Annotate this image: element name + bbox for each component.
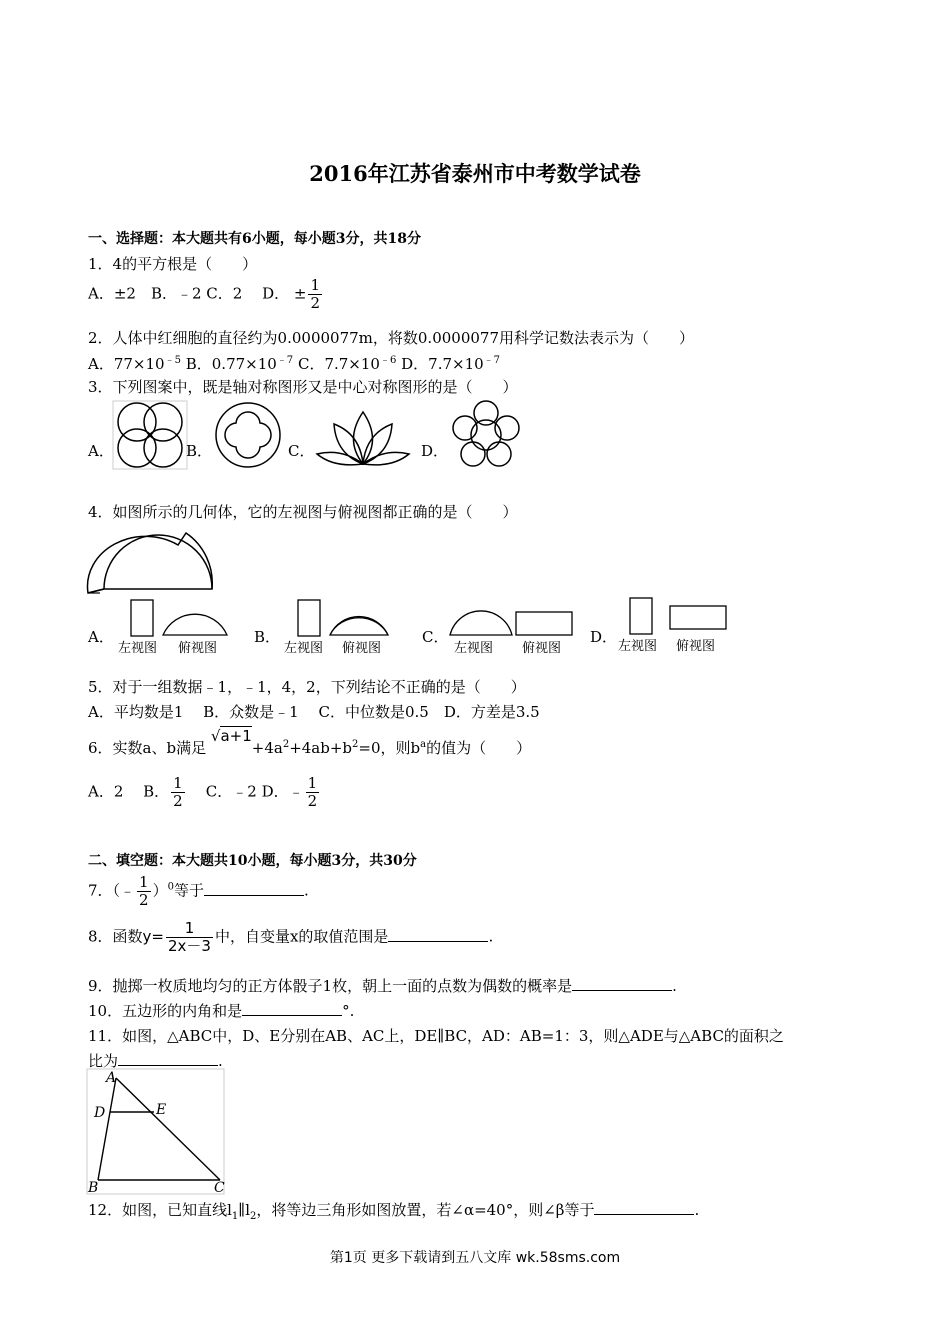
fraction-denominator: 2x－3 bbox=[168, 937, 211, 955]
q4-c-top-view-label: 俯视图 bbox=[522, 641, 562, 656]
q6-stem-a: +4a bbox=[251, 739, 283, 757]
q10-answer-blank[interactable] bbox=[242, 1001, 342, 1016]
question-11-line1: 11．如图，△ABC中，D、E分别在AB、AC上，DE∥BC，AD：AB=1：3，则△ADE与△ABC的面积之 bbox=[88, 1027, 784, 1045]
fraction-numerator: 1 bbox=[310, 276, 321, 294]
q8-pre: 8．函数 bbox=[88, 927, 143, 946]
q3-label-d: D． bbox=[421, 442, 449, 460]
q6-stem-c: =0，则b bbox=[358, 739, 421, 757]
question-3-stem: 3．下列图案中，既是轴对称图形又是中心对称图形的是（ ） bbox=[88, 378, 518, 396]
q3-label-a: A． bbox=[88, 442, 114, 460]
option-c-exponent: ﹣6 bbox=[379, 355, 397, 366]
q7-end: . bbox=[304, 881, 309, 900]
q12-end: . bbox=[694, 1201, 700, 1219]
q3-figure-b-circle-with-quatrefoil bbox=[210, 400, 286, 470]
q3-figure-c-lotus bbox=[314, 408, 412, 470]
fraction-numerator: 1 bbox=[173, 774, 183, 792]
question-1-options bbox=[88, 277, 324, 312]
q11-text: 比为 bbox=[88, 1052, 119, 1070]
q7-answer-blank[interactable] bbox=[204, 881, 304, 896]
fraction-half bbox=[308, 277, 322, 312]
fraction-numerator: 1 bbox=[139, 873, 149, 891]
q4-label-a: A． bbox=[88, 628, 114, 646]
q4-c-left-view-label: 左视图 bbox=[454, 641, 494, 656]
q4-label-d: D． bbox=[590, 628, 618, 646]
question-2-stem: 2．人体中红细胞的直径约为0.0000077m，将数0.0000077用科学记数法表示为（ ） bbox=[88, 329, 695, 347]
q6-stem-pre: 6．实数a、b满足 bbox=[88, 739, 207, 757]
q6-exp-1: 2 bbox=[282, 739, 290, 750]
point-label-e: E bbox=[156, 1102, 167, 1118]
pm-sign: ± bbox=[293, 284, 307, 303]
q4-b-top-view-label: 俯视图 bbox=[342, 641, 382, 656]
q6-stem-d: 的值为（ ） bbox=[426, 739, 532, 757]
q6-exp-2: 2 bbox=[352, 739, 359, 750]
q6-exp-3: a bbox=[420, 739, 427, 750]
q8-end: . bbox=[488, 927, 494, 946]
option-a-text: A．77×10 bbox=[88, 355, 165, 373]
fraction-denominator: 2 bbox=[310, 294, 321, 312]
question-6-stem bbox=[88, 727, 532, 758]
question-5-options: A．平均数是1 B．众数是﹣1 C．中位数是0.5 D．方差是3.5 bbox=[88, 703, 540, 721]
question-10 bbox=[88, 1000, 354, 1021]
q4-label-b: B． bbox=[254, 628, 281, 646]
q3-figure-a-four-circles bbox=[112, 400, 188, 470]
q10-end: °. bbox=[342, 1002, 355, 1020]
q4-d-left-view-label: 左视图 bbox=[618, 639, 658, 654]
section-heading-1: 一、选择题：本大题共有6小题，每小题3分，共18分 bbox=[88, 231, 421, 247]
q6-option-cd: C．﹣2 D．﹣ bbox=[205, 782, 304, 801]
question-12 bbox=[88, 1199, 699, 1222]
page-title: 2016年江苏省泰州市中考数学试卷 bbox=[309, 161, 641, 186]
q7-exponent: 0 bbox=[167, 881, 174, 893]
question-5-stem: 5．对于一组数据﹣1，﹣1，4，2，下列结论不正确的是（ ） bbox=[88, 678, 526, 696]
q12-sub1: 1 bbox=[231, 1211, 239, 1222]
q11-triangle-figure bbox=[86, 1068, 226, 1196]
q8-y: y= bbox=[142, 927, 164, 946]
q4-a-top-view-label: 俯视图 bbox=[178, 641, 218, 656]
q9-answer-blank[interactable] bbox=[572, 976, 672, 991]
q7-pre: 7．（﹣ bbox=[88, 881, 136, 900]
q12-sub2: 2 bbox=[250, 1211, 257, 1222]
q9-text: 9．抛掷一枚质地均匀的正方体骰子1枚，朝上一面的点数为偶数的概率是 bbox=[88, 977, 573, 995]
option-d-exponent: ﹣7 bbox=[483, 355, 501, 366]
q6-stem-b: +4ab+b bbox=[289, 739, 353, 757]
point-label-a: A bbox=[106, 1070, 117, 1086]
q12-mid: ∥l bbox=[238, 1201, 250, 1219]
question-2-options bbox=[88, 351, 500, 374]
q3-label-b: B． bbox=[186, 442, 213, 460]
q6-fraction-d bbox=[306, 775, 320, 810]
q11-end: . bbox=[218, 1052, 223, 1070]
question-9 bbox=[88, 975, 677, 996]
q3-label-c: C． bbox=[288, 442, 315, 460]
option-b-text: B．0.77×10 bbox=[185, 355, 277, 373]
fraction-denominator: 2 bbox=[307, 792, 318, 810]
q7-tail: 等于 bbox=[173, 881, 204, 900]
page-footer: 第1页 更多下载请到五八文库 wk.58sms.com bbox=[329, 1250, 621, 1266]
q4-label-c: C． bbox=[422, 628, 449, 646]
q11-answer-blank[interactable] bbox=[118, 1051, 218, 1066]
fraction-denominator: 2 bbox=[173, 792, 183, 810]
question-6-options bbox=[88, 775, 321, 810]
fraction-denominator: 2 bbox=[139, 891, 149, 909]
q12-answer-blank[interactable] bbox=[594, 1200, 694, 1215]
q9-end: . bbox=[672, 977, 677, 995]
point-label-b: B bbox=[88, 1180, 99, 1196]
option-b-exponent: ﹣7 bbox=[276, 355, 294, 366]
q12-post: ，将等边三角形如图放置，若∠α=40°，则∠β等于 bbox=[256, 1201, 595, 1219]
question-4-stem: 4．如图所示的几何体，它的左视图与俯视图都正确的是（ ） bbox=[88, 503, 518, 521]
q8-post: 中，自变量x的取值范围是 bbox=[214, 927, 389, 946]
option-a-exponent: ﹣5 bbox=[164, 355, 181, 366]
question-7 bbox=[88, 874, 309, 909]
q7-fraction bbox=[137, 874, 151, 909]
option-c-text: C．7.7×10 bbox=[297, 355, 380, 373]
q8-answer-blank[interactable] bbox=[388, 927, 488, 942]
q4-a-left-view-label: 左视图 bbox=[118, 641, 158, 656]
q6-fraction-b bbox=[171, 775, 185, 810]
q8-fraction bbox=[166, 920, 213, 955]
q6-sqrt-content: a+1 bbox=[220, 727, 252, 745]
q4-solid-figure bbox=[86, 525, 214, 597]
q6-sqrt: √a+1 bbox=[210, 727, 252, 745]
q7-post: ） bbox=[152, 881, 168, 900]
fraction-numerator: 1 bbox=[166, 920, 213, 938]
question-8 bbox=[88, 920, 493, 955]
option-d-text: D．7.7×10 bbox=[401, 355, 484, 373]
section-heading-2: 二、填空题：本大题共10小题，每小题3分，共30分 bbox=[88, 853, 417, 869]
q10-text: 10．五边形的内角和是 bbox=[88, 1002, 243, 1020]
point-label-d: D bbox=[94, 1105, 106, 1121]
q3-figure-d-flower bbox=[448, 398, 524, 472]
q6-option-ab: A．2 B． bbox=[88, 782, 170, 801]
fraction-numerator: 1 bbox=[307, 774, 318, 792]
point-label-c: C bbox=[214, 1180, 225, 1196]
q12-pre: 12．如图，已知直线l bbox=[88, 1201, 232, 1219]
question-1-options-text: A．±2 B．﹣2 C．2 D． bbox=[88, 284, 290, 303]
q4-b-left-view-label: 左视图 bbox=[284, 641, 324, 656]
question-1-stem: 1．4的平方根是（ ） bbox=[88, 255, 258, 273]
q4-d-top-view-label: 俯视图 bbox=[676, 639, 716, 654]
